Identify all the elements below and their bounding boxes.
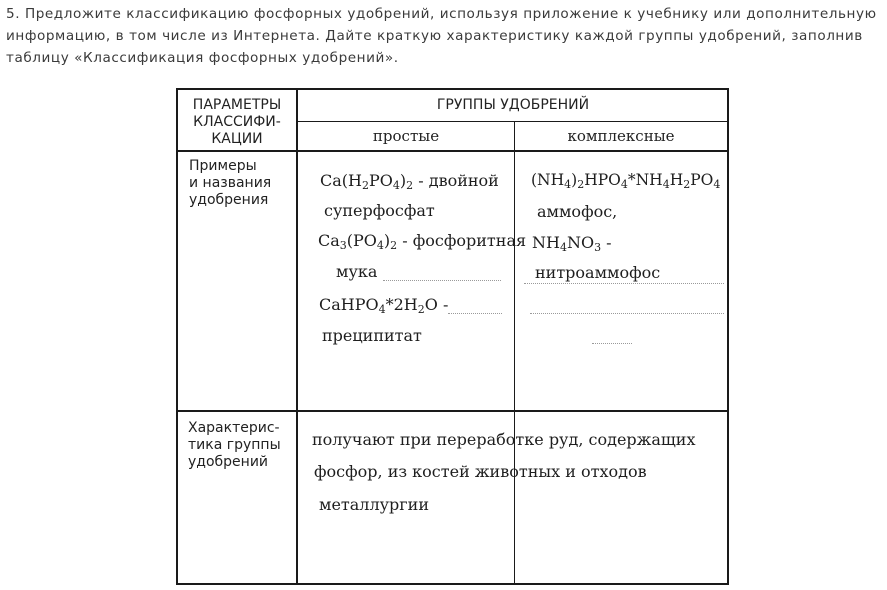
row-label-characteristic [188,420,294,471]
column-header-simple: простые [372,127,440,145]
formula-nh4-2hpo4-nh4h2po4: $(NH_4)_2HPO_4*NH_4H_2PO_4$ [531,171,721,191]
simple-name-1: суперфосфат [324,201,435,220]
corner-header [180,97,294,148]
table-border-bottom [176,583,729,585]
fertilizer-name: - [442,295,449,314]
dotted-line [383,280,501,281]
row-label-line: и названия [189,175,272,191]
table-border-left [176,88,178,585]
simple-formula-3 [319,295,448,314]
complex-name-2: нитроаммофос [535,263,661,282]
dotted-line [448,313,502,314]
row-label-line: тика группы [188,437,281,453]
complex-formula-2 [532,233,612,252]
header-row-divider [178,150,728,152]
simple-name-3: преципитат [322,326,422,345]
task-text: 5. Предложите классификацию фосфорных удобрений, используя приложение к учебнику или дополнительную информацию, в том числе из Интернета. Дайте краткую характеристику каждой группы удобрений, заполнив таблицу «Классификация фосфорных удобрений». [6,6,877,66]
simple-complex-divider [514,121,515,585]
row-label-line: Примеры [189,158,257,174]
fertilizer-name: - фосфоритная [402,231,527,250]
param-column-divider [296,88,298,585]
examples-row-divider [178,410,728,412]
column-header-complex: комплексные [567,127,675,145]
table-border-top [176,88,729,90]
dotted-line [524,283,724,284]
table-border-right [727,88,729,585]
simple-formula-1 [320,171,499,190]
complex-name-1: аммофос, [537,202,618,221]
formula-ca3-po4-2: $Ca_3(PO_4)_2$ [318,231,398,252]
simple-name-2: мука [336,262,378,281]
row-label-line: удобрения [189,192,269,208]
corner-header-line: ПАРАМЕТРЫ [192,97,282,113]
complex-formula-1 [531,171,720,189]
row-label-examples [189,158,293,209]
groups-subheader-divider [298,121,728,122]
formula-ca-h2po4-2: $Ca(H_2PO_4)_2$ [320,171,414,192]
simple-formula-2 [318,231,526,250]
formula-nh4no3: $NH_4NO_3$ [532,233,602,254]
row-label-line: Характерис- [188,420,280,436]
characteristic-line: металлургии [319,495,429,514]
fertilizer-name: - [606,233,612,252]
fertilizer-name: - двойной [418,171,499,190]
groups-header: ГРУППЫ УДОБРЕНИЙ [436,97,590,113]
corner-header-line: КЛАССИФИ- [193,114,281,130]
characteristic-line: фосфор, из костей животных и отходов [314,462,647,481]
characteristic-line: получают при переработке руд, содержащих [312,430,696,449]
dotted-line [530,313,724,314]
row-label-line: удобрений [188,454,269,470]
corner-header-line: КАЦИИ [211,131,263,147]
dotted-line [592,343,632,344]
formula-cahpo4-2h2o: $CaHPO_4*2H_2O$ [319,295,438,316]
